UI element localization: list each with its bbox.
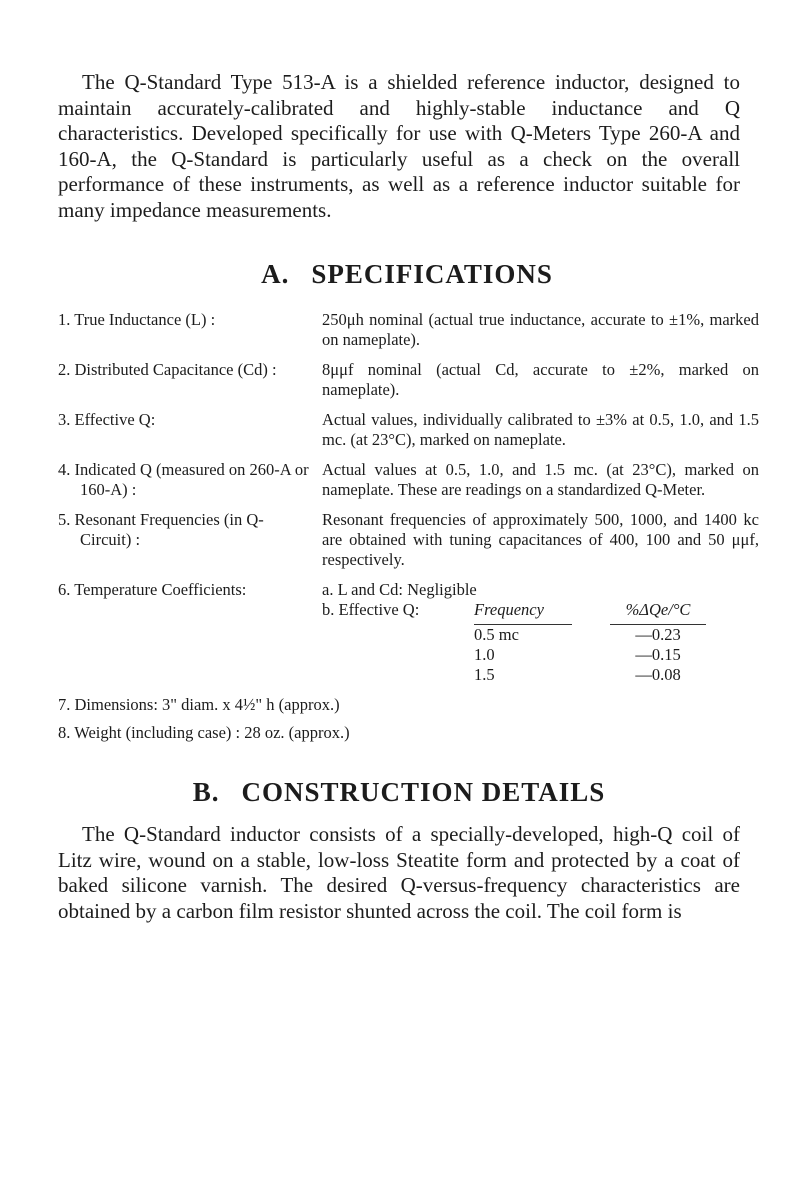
- temperature-line-b-label: b. Effective Q:: [322, 600, 420, 619]
- section-a-title: SPECIFICATIONS: [311, 259, 553, 289]
- spec-item: [58, 510, 759, 570]
- cell-percent: —0.15: [635, 645, 681, 664]
- spec-weight: 8. Weight (including case) : 28 oz. (approx.): [58, 723, 350, 742]
- spec-value: 250μh nominal (actual true inductance, accurate to ±1%, marked on nameplate).: [322, 310, 759, 349]
- section-a-heading: [58, 259, 740, 290]
- spec-item: [58, 410, 759, 450]
- spec-label: 4. Indicated Q (measured on 260-A or 160-A) :: [58, 460, 309, 499]
- column-header-frequency: Frequency: [474, 600, 572, 625]
- spec-value: 8μμf nominal (actual Cd, accurate to ±2%, marked on nameplate).: [322, 360, 759, 399]
- document-page: [58, 70, 759, 924]
- cell-frequency: 1.5: [474, 665, 495, 684]
- table-row: [322, 665, 759, 685]
- spec-value: Resonant frequencies of approximately 500, 1000, and 1400 kc are obtained with tuning capacitances of 400, 100 and 50 μμf, respectively.: [322, 510, 759, 569]
- spec-item: [58, 460, 759, 500]
- spec-label: 2. Distributed Capacitance (Cd) :: [58, 360, 277, 379]
- spec-label: 3. Effective Q:: [58, 410, 156, 429]
- cell-percent: —0.08: [635, 665, 681, 684]
- spec-label: 1. True Inductance (L) :: [58, 310, 216, 329]
- column-header-percent: %ΔQe/°C: [610, 600, 706, 625]
- cell-percent: —0.23: [635, 625, 681, 644]
- spec-item: [58, 310, 759, 350]
- section-b-heading: [58, 777, 740, 808]
- temperature-table-header: [322, 600, 759, 625]
- intro-paragraph: The Q-Standard Type 513-A is a shielded reference inductor, designed to maintain accurately-calibrated and highly-stable inductance and Q characteristics. Developed specifically for use with Q-Meters Type 260-A and 160-A, the Q-Standard is particularly useful as a check on the overall performance of these instruments, as well as a reference inductor suitable for many impedance measurements.: [58, 70, 740, 222]
- spec-dimensions: 7. Dimensions: 3" diam. x 4½" h (approx.): [58, 695, 340, 714]
- spec-label: 5. Resonant Frequencies (in Q-Circuit) :: [58, 510, 264, 549]
- spec-value: Actual values at 0.5, 1.0, and 1.5 mc. (at 23°C), marked on nameplate. These are readings on a standardized Q-Meter.: [322, 460, 759, 499]
- temperature-coefficients-table: [322, 580, 759, 685]
- cell-frequency: 0.5 mc: [474, 625, 519, 644]
- table-row: [322, 625, 759, 645]
- specifications-list: [58, 310, 759, 743]
- cell-frequency: 1.0: [474, 645, 495, 664]
- spec-label: 6. Temperature Coefficients:: [58, 580, 247, 599]
- spec-item: [58, 360, 759, 400]
- spec-item-temperature: [58, 580, 740, 685]
- section-b-title: CONSTRUCTION DETAILS: [241, 777, 606, 807]
- section-a-letter: A.: [261, 259, 290, 289]
- temperature-line-a: a. L and Cd: Negligible: [322, 580, 477, 599]
- section-b-letter: B.: [192, 777, 220, 807]
- table-row: [322, 645, 759, 665]
- spec-value: Actual values, individually calibrated to ±3% at 0.5, 1.0, and 1.5 mc. (at 23°C), marked on nameplate.: [322, 410, 759, 449]
- construction-paragraph: The Q-Standard inductor consists of a specially-developed, high-Q coil of Litz wire, wound on a stable, low-loss Steatite form and protected by a coat of baked silicone varnish. The desired Q-versus-frequency characteristics are obtained by a carbon film resistor shunted across the coil. The coil form is: [58, 822, 740, 923]
